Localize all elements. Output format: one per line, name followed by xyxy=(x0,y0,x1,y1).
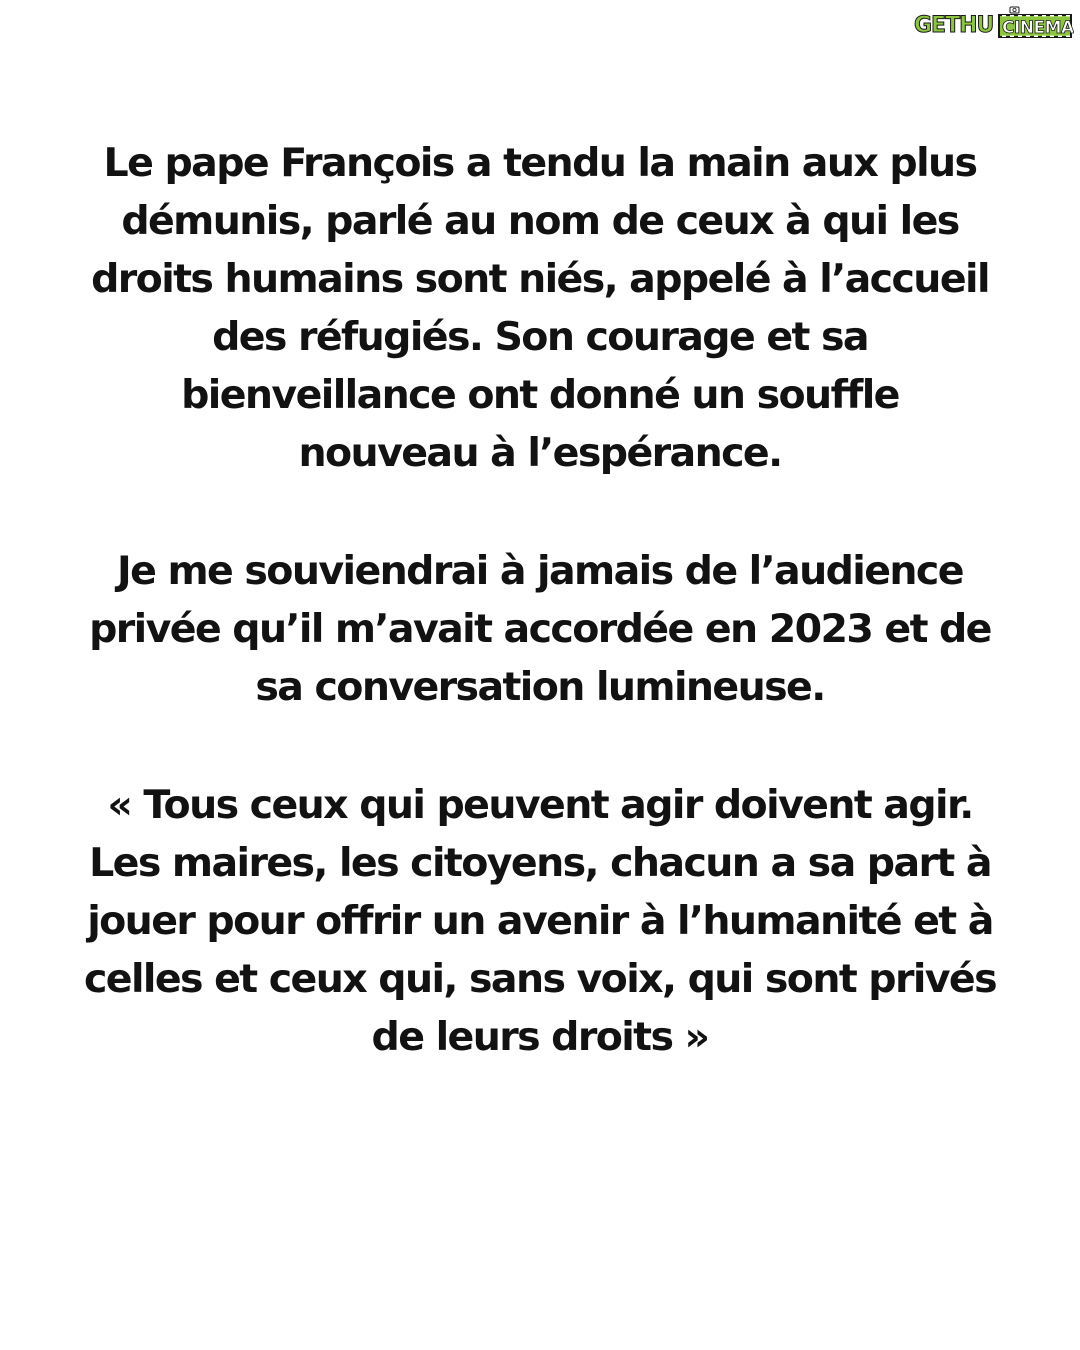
paragraph-tribute xyxy=(0,134,1080,482)
text-line: démunis, parlé au nom de ceux à qui les xyxy=(121,198,959,244)
text-line: de leurs droits » xyxy=(371,1014,709,1060)
text-line: celles et ceux qui, sans voix, qui sont privés xyxy=(83,956,997,1002)
text-line: des réfugiés. Son courage et sa xyxy=(212,314,868,360)
text-line: Le pape François a tendu la main aux plus xyxy=(103,140,977,186)
text-line: privée qu’il m’avait accordée en 2023 et de xyxy=(89,606,991,652)
text-line: jouer pour offrir un avenir à l’humanité et à xyxy=(87,898,993,944)
paragraph-memory xyxy=(0,542,1080,716)
statement-text xyxy=(0,134,1080,1126)
text-line: droits humains sont niés, appelé à l’accueil xyxy=(91,256,989,302)
text-line: Les maires, les citoyens, chacun a sa part à xyxy=(89,840,991,886)
camera-icon xyxy=(1010,7,1019,13)
text-line: sa conversation lumineuse. xyxy=(255,664,825,710)
paragraph-quote xyxy=(0,776,1080,1066)
gethu-cinema-logo xyxy=(914,6,1074,40)
logo-text-gethu: GETHU xyxy=(914,13,994,38)
logo-text-cinema: CINEMA xyxy=(1002,18,1074,38)
text-line: « Tous ceux qui peuvent agir doivent agir. xyxy=(107,782,973,828)
text-line: Je me souviendrai à jamais de l’audience xyxy=(117,548,963,594)
text-line: nouveau à l’espérance. xyxy=(298,430,782,476)
text-line: bienveillance ont donné un souffle xyxy=(181,372,899,418)
